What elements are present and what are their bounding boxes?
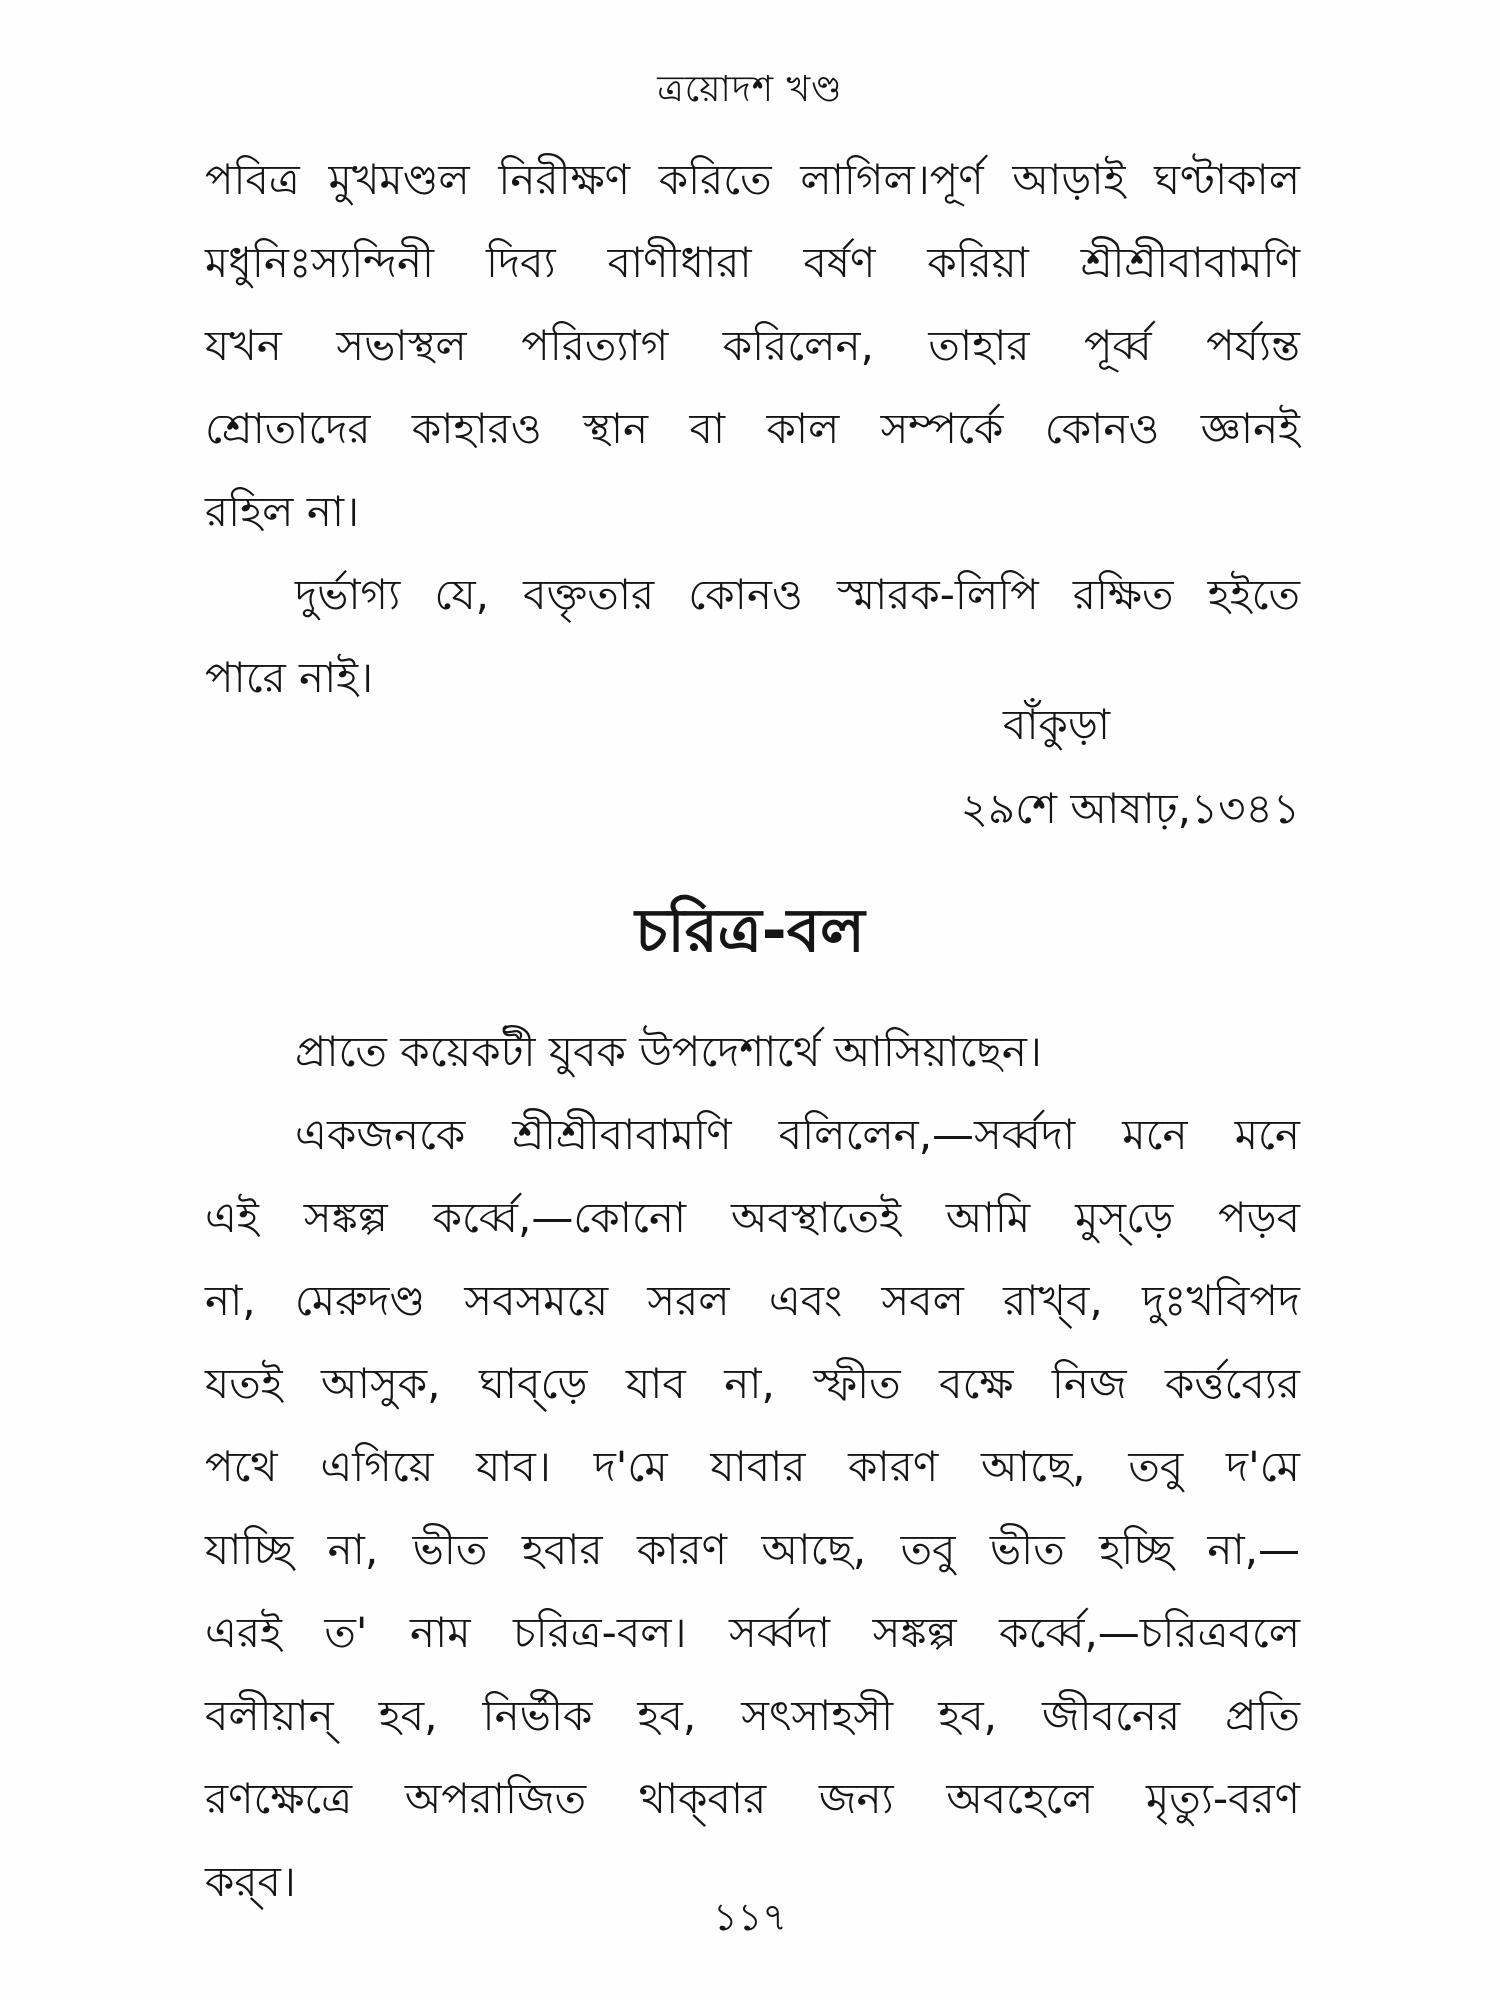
running-header: ত্রয়োদশ খণ্ড [657,69,843,110]
text-line: মধুনিঃস্যন্দিনী দিব্য বাণীধারা বর্ষণ করিয়া শ্রীশ্রীবাবামণি [205,238,1300,287]
text-line: একজনকে শ্রীশ্রীবাবামণি বলিলেন,—সর্ব্বদা মনে মনে [295,1110,1300,1159]
text-line: রণক্ষেত্রে অপরাজিত থাক্‌বার জন্য অবহেলে মৃত্যু-বরণ [205,1774,1300,1823]
text-line: পবিত্র মুখমণ্ডল নিরীক্ষণ করিতে লাগিল।পূর্ণ আড়াই ঘণ্টাকাল [205,155,1300,204]
text-line: এই সঙ্কল্প কর্ব্বে,—কোনো অবস্থাতেই আমি মুস্‌ড়ে পড়ব [205,1193,1300,1242]
text-line: না, মেরুদণ্ড সবসময়ে সরল এবং সবল রাখ্‌ব, দুঃখবিপদ [205,1276,1300,1325]
text-line: পারে নাই। [205,653,374,702]
section2-body [205,1010,1300,1923]
text-line: শ্রোতাদের কাহারও স্থান বা কাল সম্পর্কে কোনও জ্ঞানই [205,404,1300,453]
page-number: ১১৭ [712,1895,788,1939]
signoff-place: বাঁকুড়া [1003,700,1111,749]
text-line: যতই আসুক, ঘাব্‌ড়ে যাব না, স্ফীত বক্ষে নিজ কর্ত্তব্যের [205,1359,1300,1408]
section1-body [205,138,1300,719]
text-line: রহিল না। [205,487,360,536]
text-line: এরই ত' নাম চরিত্র-বল। সর্ব্বদা সঙ্কল্প কর্ব্বে,—চরিত্রবলে [205,1608,1300,1657]
signoff-date: ২৯শে আষাঢ়,১৩৪১ [960,784,1300,833]
text-line: কর্‌ব। [205,1857,296,1906]
text-line: দুর্ভাগ্য যে, বক্তৃতার কোনও স্মারক-লিপি রক্ষিত হইতে [295,570,1300,619]
text-line: পথে এগিয়ে যাব। দ'মে যাবার কারণ আছে, তবু দ'মে [205,1442,1300,1491]
text-line: যখন সভাস্থল পরিত্যাগ করিলেন, তাহার পূর্ব্ব পর্য্যন্ত [205,321,1300,370]
text-line: যাচ্ছি না, ভীত হবার কারণ আছে, তবু ভীত হচ্ছি না,— [205,1525,1300,1574]
text-line: প্রাতে কয়েকটী যুবক উপদেশার্থে আসিয়াছেন। [295,1027,1042,1076]
text-line: বলীয়ান্‌ হব, নির্ভীক হব, সৎসাহসী হব, জীবনের প্রতি [205,1691,1300,1740]
section-title: চরিত্র-বল [635,896,865,966]
